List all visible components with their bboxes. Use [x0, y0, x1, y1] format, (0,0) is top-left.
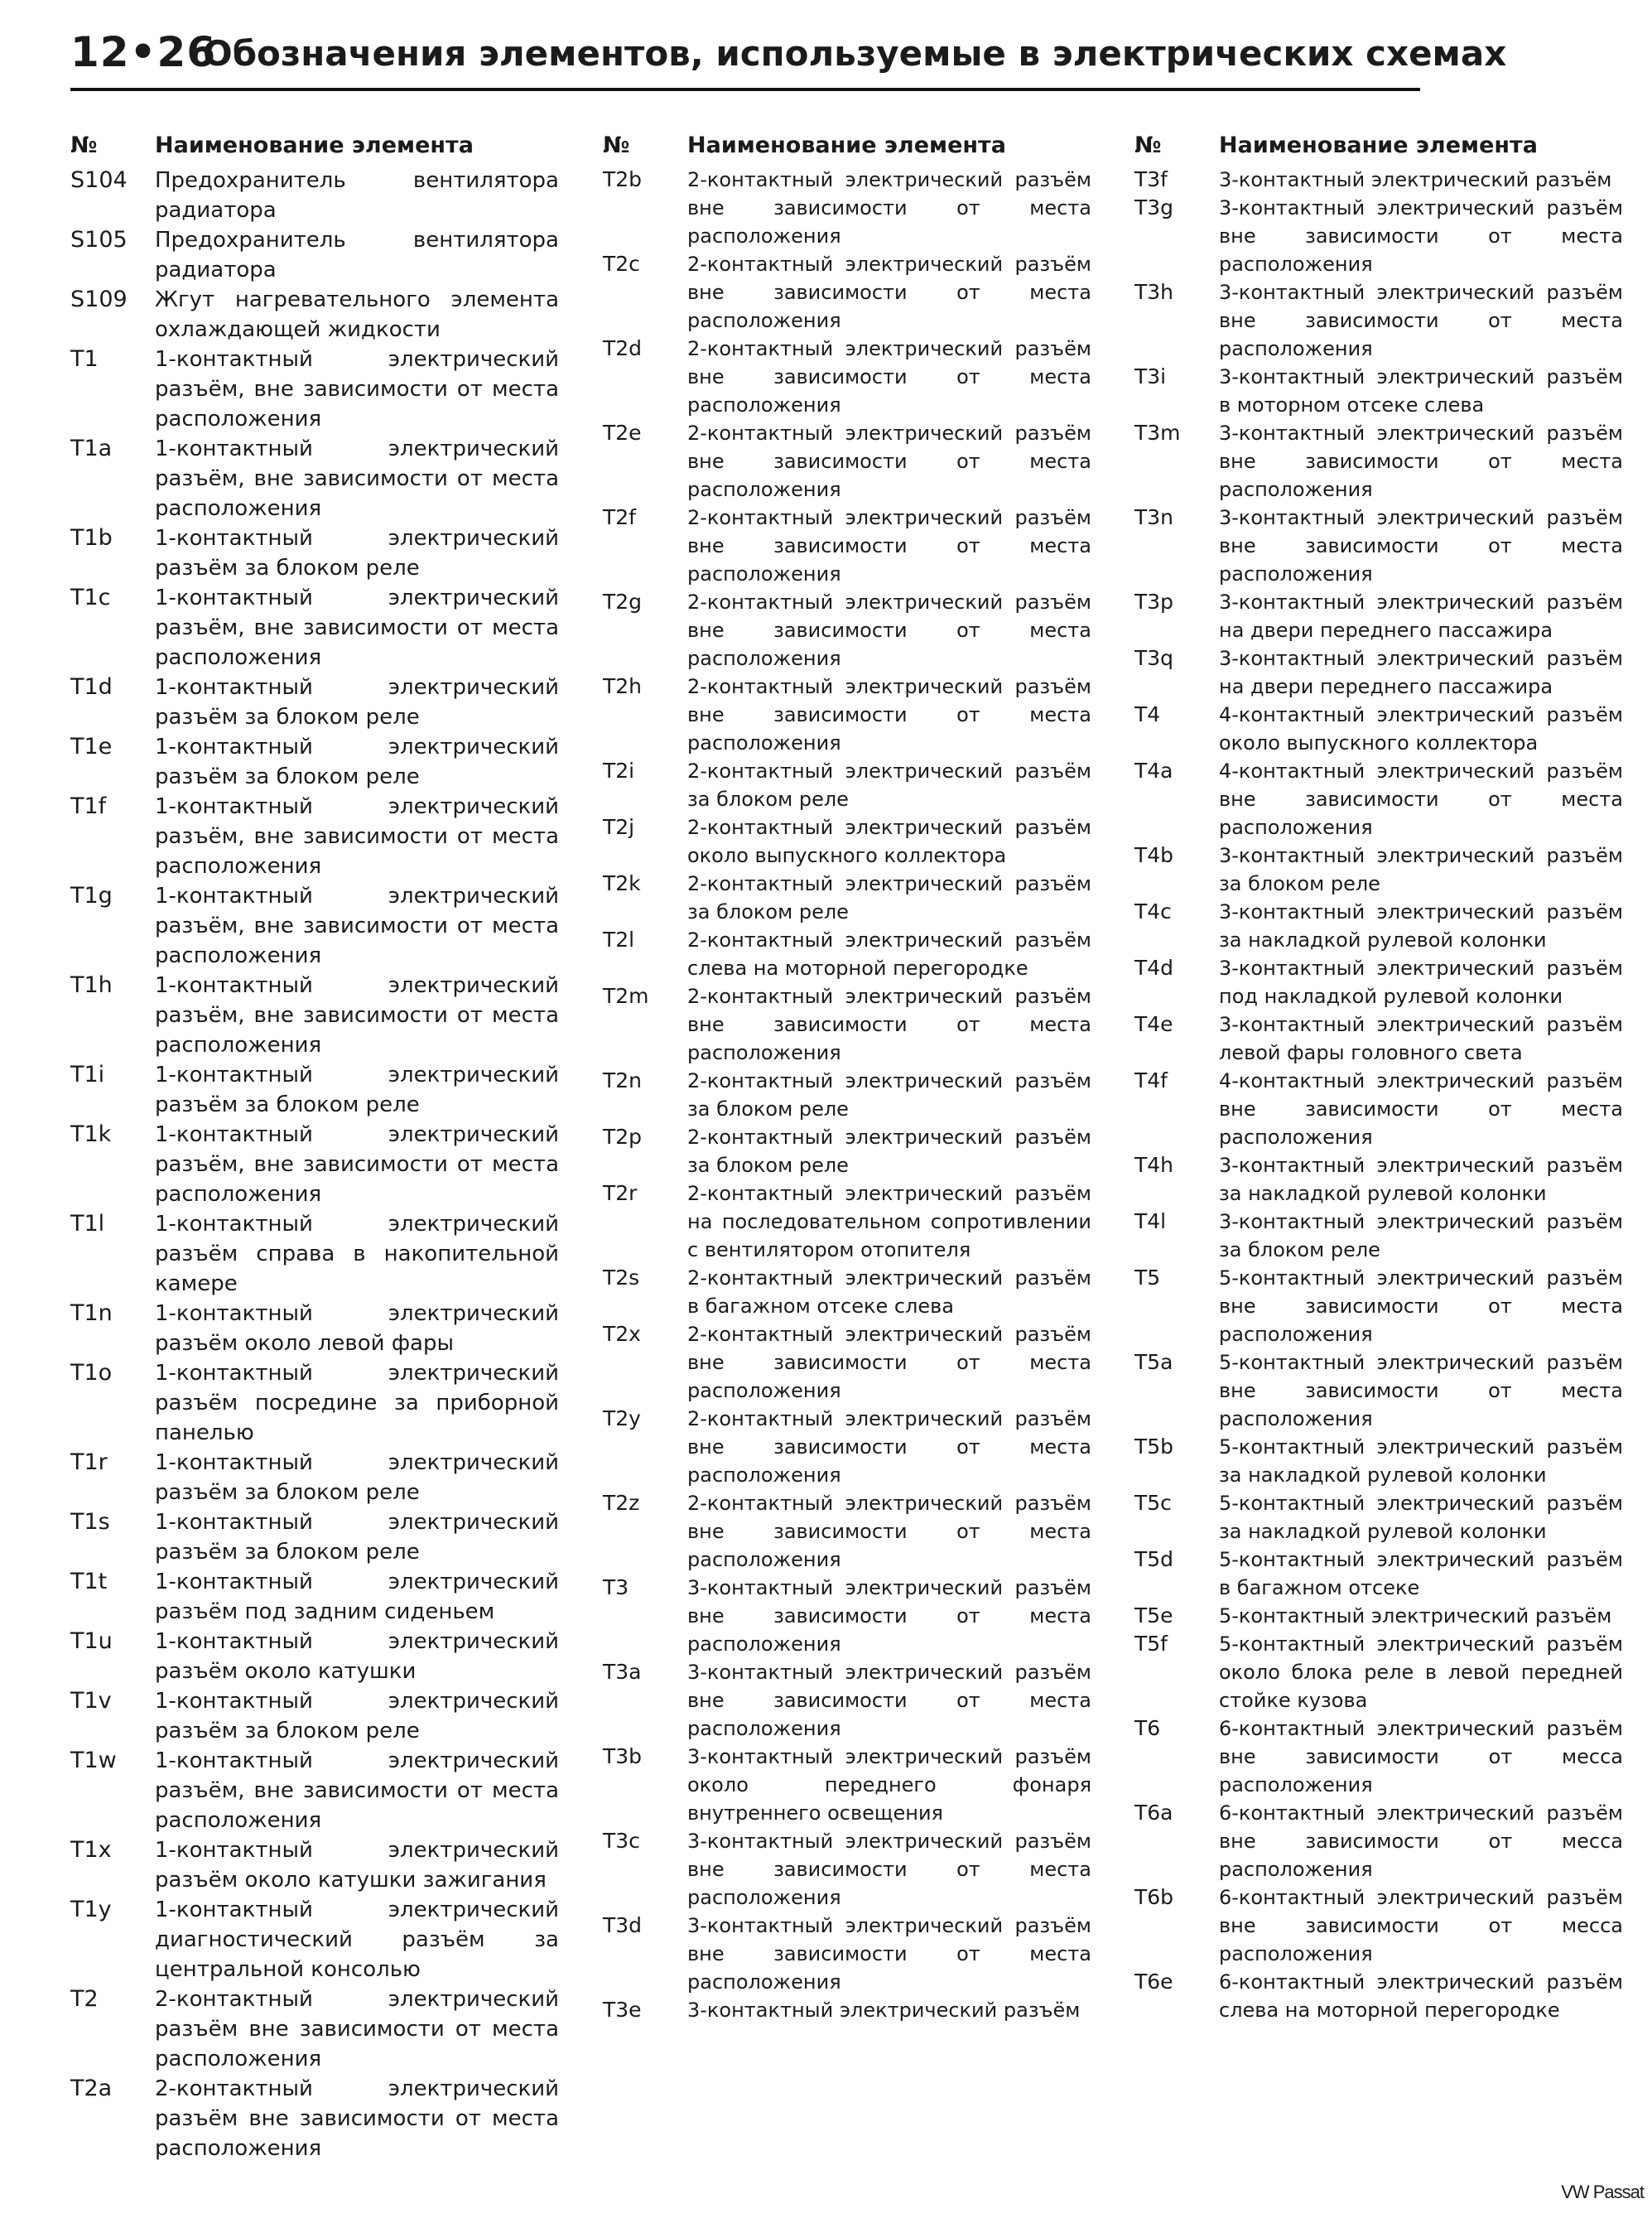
legend-entry	[603, 1320, 1091, 1405]
element-description: 2-контактный электрический разъём вне зависимости от места расположения	[687, 1323, 1091, 1402]
legend-entry	[70, 673, 559, 732]
element-description: 1-контактный электрический разъём, вне зависимости от места расположения	[155, 436, 559, 521]
element-code: T4h	[1134, 1153, 1174, 1177]
element-description: 3-контактный электрический разъём вне зависимости от места расположения	[1219, 281, 1623, 360]
legend-entry	[603, 673, 1091, 757]
element-code: T4a	[1134, 759, 1173, 783]
legend-entry	[603, 419, 1091, 504]
legend-entry	[1134, 1968, 1623, 2024]
legend-entry	[1134, 194, 1623, 278]
legend-entry	[70, 166, 559, 225]
element-code: T1b	[70, 525, 113, 551]
number-header: №	[1134, 133, 1162, 158]
element-description: 3-контактный электрический разъём около переднего фонаря внутреннего освещения	[687, 1745, 1091, 1825]
element-code: T1n	[70, 1300, 113, 1326]
element-code: T4	[1134, 702, 1161, 726]
element-description: 3-контактный электрический разъём левой фары головного света	[1219, 1013, 1623, 1064]
element-code: T5f	[1134, 1632, 1168, 1656]
legend-entry	[603, 757, 1091, 813]
legend-column-2	[603, 133, 1091, 2024]
element-description: 5-контактный электрический разъём вне зависимости от места расположения	[1219, 1351, 1623, 1430]
legend-entry	[70, 1686, 559, 1746]
element-description: 1-контактный электрический разъём, вне зависимости от места расположения	[155, 1748, 559, 1833]
element-description: 1-контактный электрический разъём за блоком реле	[155, 1510, 559, 1565]
element-code: T4f	[1134, 1068, 1168, 1092]
element-description: 2-контактный электрический разъём на последовательном сопротивлении с вентилятором отопителя	[687, 1182, 1091, 1261]
element-code: T2r	[603, 1181, 638, 1205]
legend-entry	[1134, 898, 1623, 954]
element-description: 2-контактный электрический разъём вне зависимости от места расположения	[687, 675, 1091, 755]
element-description: 2-контактный электрический разъём вне зависимости от места расположения	[687, 985, 1091, 1064]
legend-entry	[70, 1507, 559, 1567]
element-description: 3-контактный электрический разъём вне зависимости от места расположения	[687, 1576, 1091, 1656]
element-code: T4d	[1134, 956, 1174, 980]
legend-entry	[603, 1264, 1091, 1320]
page-header	[70, 23, 1507, 91]
element-code: T1c	[70, 585, 111, 610]
legend-entry	[603, 166, 1091, 250]
element-description: 1-контактный электрический разъём, вне зависимости от места расположения	[155, 586, 559, 670]
legend-entry	[603, 813, 1091, 870]
legend-entry	[603, 1743, 1091, 1827]
legend-entry	[70, 285, 559, 345]
legend-entry	[1134, 419, 1623, 504]
name-header: Наименование элемента	[687, 133, 1006, 158]
element-code: T1y	[70, 1897, 112, 1922]
legend-entry	[1134, 588, 1623, 644]
legend-entry	[1134, 1348, 1623, 1433]
element-description: 2-контактный электрический разъём вне зависимости от места расположения	[687, 1407, 1091, 1487]
legend-entry	[70, 2074, 559, 2163]
element-description: 3-контактный электрический разъём за накладкой рулевой колонки	[1219, 1154, 1623, 1205]
element-description: 5-контактный электрический разъём около блока реле в левой передней стойке кузова	[1219, 1632, 1623, 1712]
element-description: 3-контактный электрический разъём под накладкой рулевой колонки	[1219, 957, 1623, 1008]
legend-entry	[1134, 1545, 1623, 1602]
element-code: T2y	[603, 1406, 641, 1430]
element-description: 2-контактный электрический разъём за блоком реле	[687, 759, 1091, 811]
element-code: T2x	[603, 1322, 641, 1346]
name-header: Наименование элемента	[1219, 133, 1538, 158]
legend-entry	[1134, 278, 1623, 363]
legend-entry	[603, 870, 1091, 926]
element-description: 1-контактный электрический диагностический разъём за центральной консолью	[155, 1898, 559, 1982]
legend-entry	[1134, 1067, 1623, 1151]
legend-entry	[1134, 166, 1623, 194]
legend-entry	[1134, 1151, 1623, 1208]
element-code: T3i	[1134, 364, 1167, 388]
element-description: 6-контактный электрический разъём вне зависимости от месса расположения	[1219, 1886, 1623, 1965]
element-code: T3g	[1134, 195, 1174, 219]
column-header	[603, 133, 1091, 166]
element-description: 5-контактный электрический разъём	[1219, 1604, 1612, 1627]
element-description: 6-контактный электрический разъём вне зависимости от месса расположения	[1219, 1717, 1623, 1796]
legend-entry	[70, 1120, 559, 1209]
legend-entry	[1134, 1799, 1623, 1883]
legend-entry	[70, 881, 559, 971]
legend-entry	[603, 1996, 1091, 2024]
legend-entry	[1134, 1714, 1623, 1799]
element-code: T4e	[1134, 1012, 1173, 1036]
element-description: 1-контактный электрический разъём около левой фары	[155, 1301, 559, 1356]
element-description: 5-контактный электрический разъём вне зависимости от места расположения	[1219, 1266, 1623, 1346]
legend-entry	[603, 1179, 1091, 1264]
element-code: T4l	[1134, 1209, 1167, 1233]
legend-entry	[1134, 1433, 1623, 1489]
legend-entry	[70, 732, 559, 792]
element-code: T5a	[1134, 1350, 1173, 1374]
element-code: T2l	[603, 928, 635, 952]
legend-entry	[603, 1912, 1091, 1996]
legend-entry	[70, 225, 559, 285]
element-code: T1t	[70, 1569, 108, 1594]
page-number: 12•26	[70, 28, 217, 76]
element-description: Предохранитель вентилятора радиатора	[155, 168, 559, 223]
legend-entry	[70, 523, 559, 583]
legend-entry	[1134, 757, 1623, 841]
element-code: S109	[70, 287, 128, 312]
element-code: T5b	[1134, 1435, 1174, 1459]
element-code: T1o	[70, 1360, 113, 1386]
element-description: Жгут нагревательного элемента охлаждающей жидкости	[155, 287, 559, 342]
element-code: T3n	[1134, 505, 1174, 529]
element-code: T3d	[603, 1913, 643, 1937]
element-description: 3-контактный электрический разъём вне зависимости от места расположения	[687, 1661, 1091, 1740]
element-code: T1k	[70, 1121, 112, 1147]
legend-entry	[70, 583, 559, 673]
element-description: 2-контактный электрический разъём вне зависимости от места расположения	[687, 337, 1091, 417]
element-description: 2-контактный электрический разъём за блоком реле	[687, 872, 1091, 923]
legend-entry	[603, 1405, 1091, 1489]
element-code: T1f	[70, 793, 107, 819]
legend-entry	[603, 250, 1091, 335]
legend-entry	[70, 792, 559, 881]
legend-entry	[70, 1895, 559, 1984]
legend-entry	[603, 335, 1091, 419]
element-code: T5c	[1134, 1491, 1172, 1515]
column-header	[1134, 133, 1623, 166]
element-code: T3q	[1134, 646, 1174, 670]
element-description: 2-контактный электрический разъём вне зависимости от места расположения	[687, 591, 1091, 670]
element-code: T3f	[1134, 167, 1168, 191]
element-description: 2-контактный электрический разъём вне зависимости от места расположения	[687, 1492, 1091, 1571]
legend-entry	[603, 1067, 1091, 1123]
element-code: T5d	[1134, 1547, 1174, 1571]
element-description: 5-контактный электрический разъём за накладкой рулевой колонки	[1219, 1492, 1623, 1543]
element-description: 1-контактный электрический разъём посредине за приборной панелью	[155, 1361, 559, 1445]
element-description: 3-контактный электрический разъём	[1219, 168, 1612, 191]
element-code: T5	[1134, 1266, 1161, 1290]
element-code: T2g	[603, 590, 643, 614]
element-description: 1-контактный электрический разъём за блоком реле	[155, 1450, 559, 1505]
element-description: 2-контактный электрический разъём вне зависимости от места расположения	[687, 506, 1091, 586]
element-code: T6e	[1134, 1970, 1173, 1994]
element-description: 1-контактный электрический разъём, вне зависимости от места расположения	[155, 1122, 559, 1207]
element-description: 5-контактный электрический разъём в багажном отсеке	[1219, 1548, 1623, 1599]
element-code: S105	[70, 227, 128, 253]
element-code: T2z	[603, 1491, 640, 1515]
element-description: 2-контактный электрический разъём вне зависимости от места расположения	[155, 2076, 559, 2161]
element-code: T2p	[603, 1125, 643, 1149]
legend-entry	[1134, 701, 1623, 757]
legend-entry	[603, 1123, 1091, 1179]
element-code: T3h	[1134, 280, 1174, 304]
element-description: 1-контактный электрический разъём, вне зависимости от места расположения	[155, 973, 559, 1058]
element-code: T3m	[1134, 421, 1181, 445]
legend-entry	[70, 1060, 559, 1120]
element-code: T2a	[70, 2076, 113, 2101]
element-code: T3b	[603, 1744, 643, 1768]
element-code: T2e	[603, 421, 642, 445]
element-description: 1-контактный электрический разъём за блоком реле	[155, 675, 559, 730]
legend-entry	[70, 1835, 559, 1895]
element-description: 3-контактный электрический разъём вне зависимости от места расположения	[1219, 196, 1623, 276]
element-code: T2k	[603, 871, 641, 895]
element-code: T1r	[70, 1449, 108, 1475]
element-description: 1-контактный электрический разъём за блоком реле	[155, 735, 559, 789]
legend-entry	[1134, 1264, 1623, 1348]
element-description: 6-контактный электрический разъём вне зависимости от месса расположения	[1219, 1801, 1623, 1881]
element-code: T2h	[603, 674, 643, 698]
legend-entry	[70, 1448, 559, 1507]
element-description: 3-контактный электрический разъём вне зависимости от места расположения	[687, 1914, 1091, 1994]
element-code: T1x	[70, 1837, 112, 1863]
name-header: Наименование элемента	[155, 133, 474, 158]
element-code: T4c	[1134, 899, 1172, 923]
legend-entry	[70, 1358, 559, 1448]
legend-entry	[1134, 363, 1623, 419]
element-description: 1-контактный электрический разъём, вне зависимости от места расположения	[155, 794, 559, 879]
element-code: T3a	[603, 1660, 642, 1684]
element-description: 3-контактный электрический разъём вне зависимости от места расположения	[687, 1830, 1091, 1909]
element-description: 2-контактный электрический разъём вне зависимости от места расположения	[155, 1987, 559, 2071]
legend-column-1	[70, 133, 559, 2163]
element-code: T2	[70, 1986, 99, 2012]
legend-entry	[70, 1209, 559, 1299]
legend-entry	[603, 1658, 1091, 1743]
element-description: 3-контактный электрический разъём вне зависимости от места расположения	[1219, 506, 1623, 586]
legend-entry	[70, 1746, 559, 1835]
element-code: T6a	[1134, 1801, 1173, 1825]
element-description: 1-контактный электрический разъём за блоком реле	[155, 1689, 559, 1743]
element-code: T1e	[70, 734, 113, 759]
legend-entry	[603, 1574, 1091, 1658]
element-description: 3-контактный электрический разъём за блоком реле	[1219, 844, 1623, 895]
element-description: 3-контактный электрический разъём за накладкой рулевой колонки	[1219, 900, 1623, 952]
element-description: 2-контактный электрический разъём вне зависимости от места расположения	[687, 168, 1091, 248]
legend-entry	[1134, 644, 1623, 701]
element-code: T1a	[70, 436, 113, 461]
legend-entry	[70, 1984, 559, 2074]
element-description: 2-контактный электрический разъём за блоком реле	[687, 1126, 1091, 1177]
element-code: T1v	[70, 1688, 112, 1714]
element-code: T6	[1134, 1716, 1161, 1740]
legend-entry	[603, 1827, 1091, 1912]
element-description: 4-контактный электрический разъём вне зависимости от места расположения	[1219, 759, 1623, 839]
element-code: T1	[70, 346, 99, 372]
element-description: 3-контактный электрический разъём за блоком реле	[1219, 1210, 1623, 1261]
element-description: 1-контактный электрический разъём около катушки	[155, 1629, 559, 1684]
element-code: T5e	[1134, 1603, 1173, 1627]
element-code: T2f	[603, 505, 636, 529]
element-description: 3-контактный электрический разъём вне зависимости от места расположения	[1219, 422, 1623, 501]
number-header: №	[603, 133, 630, 158]
element-description: 1-контактный электрический разъём за блоком реле	[155, 1063, 559, 1117]
column-header	[70, 133, 559, 166]
element-code: T1w	[70, 1748, 117, 1773]
element-code: T1u	[70, 1628, 113, 1654]
element-description: 2-контактный электрический разъём слева на моторной перегородке	[687, 928, 1091, 980]
legend-entry	[70, 434, 559, 523]
element-code: T2s	[603, 1266, 640, 1290]
legend-entry	[1134, 504, 1623, 588]
element-code: T4b	[1134, 843, 1174, 867]
legend-entry	[1134, 1010, 1623, 1067]
legend-entry	[70, 1299, 559, 1358]
element-code: T1s	[70, 1509, 110, 1535]
element-code: T3e	[603, 1998, 642, 2022]
element-description: 6-контактный электрический разъём слева на моторной перегородке	[1219, 1970, 1623, 2022]
legend-entry	[1134, 1489, 1623, 1545]
element-code: T1g	[70, 883, 113, 909]
number-header: №	[70, 133, 98, 158]
element-code: T1h	[70, 972, 113, 998]
element-description: 4-контактный электрический разъём вне зависимости от места расположения	[1219, 1069, 1623, 1149]
page-title: Обозначения элементов, используемые в электрических схемах	[203, 33, 1507, 74]
element-description: 2-контактный электрический разъём вне зависимости от места расположения	[687, 253, 1091, 332]
legend-entry	[70, 1627, 559, 1686]
legend-entry	[603, 982, 1091, 1067]
legend-entry	[1134, 1883, 1623, 1968]
element-description: 4-контактный электрический разъём около выпускного коллектора	[1219, 703, 1623, 755]
element-code: T1i	[70, 1062, 105, 1087]
element-description: 3-контактный электрический разъём на двери переднего пассажира	[1219, 647, 1623, 698]
legend-entry	[1134, 1630, 1623, 1714]
element-description: 2-контактный электрический разъём за блоком реле	[687, 1069, 1091, 1121]
element-code: T1d	[70, 674, 113, 700]
element-description: 2-контактный электрический разъём вне зависимости от места расположения	[687, 422, 1091, 501]
legend-column-3	[1134, 133, 1623, 2024]
legend-entry	[70, 1567, 559, 1627]
element-description: 2-контактный электрический разъём около выпускного коллектора	[687, 816, 1091, 867]
element-code: T2j	[603, 815, 635, 839]
legend-entry	[70, 971, 559, 1060]
element-description: Предохранитель вентилятора радиатора	[155, 228, 559, 282]
element-description: 2-контактный электрический разъём в багажном отсеке слева	[687, 1266, 1091, 1318]
footer-brand: VW Passat	[1561, 2182, 1644, 2202]
element-code: T2i	[603, 759, 635, 783]
element-description: 3-контактный электрический разъём в моторном отсеке слева	[1219, 365, 1623, 417]
legend-entry	[1134, 954, 1623, 1010]
element-code: T3c	[603, 1829, 640, 1853]
element-description: 1-контактный электрический разъём справа в накопительной камере	[155, 1212, 559, 1296]
legend-entry	[603, 504, 1091, 588]
legend-entry	[603, 926, 1091, 982]
element-code: T3	[603, 1575, 629, 1599]
element-code: T2d	[603, 336, 643, 360]
element-code: T2n	[603, 1068, 643, 1092]
element-code: S104	[70, 167, 128, 193]
legend-entry	[1134, 1602, 1623, 1630]
element-description: 1-контактный электрический разъём под задним сиденьем	[155, 1570, 559, 1624]
element-code: T3p	[1134, 590, 1174, 614]
legend-entry	[603, 588, 1091, 673]
element-description: 3-контактный электрический разъём	[687, 1999, 1081, 2022]
element-code: T2c	[603, 252, 640, 276]
element-description: 5-контактный электрический разъём за накладкой рулевой колонки	[1219, 1435, 1623, 1487]
legend-entry	[70, 345, 559, 434]
element-code: T2m	[603, 984, 649, 1008]
element-code: T2b	[603, 167, 643, 191]
element-code: T1l	[70, 1211, 105, 1237]
element-description: 1-контактный электрический разъём, вне зависимости от места расположения	[155, 347, 559, 432]
element-description: 1-контактный электрический разъём за блоком реле	[155, 526, 559, 581]
legend-entry	[603, 1489, 1091, 1574]
element-description: 3-контактный электрический разъём на двери переднего пассажира	[1219, 591, 1623, 642]
element-description: 1-контактный электрический разъём, вне зависимости от места расположения	[155, 884, 559, 968]
element-code: T6b	[1134, 1885, 1174, 1909]
element-description: 1-контактный электрический разъём около катушки зажигания	[155, 1838, 559, 1893]
legend-entry	[1134, 841, 1623, 898]
legend-entry	[1134, 1208, 1623, 1264]
